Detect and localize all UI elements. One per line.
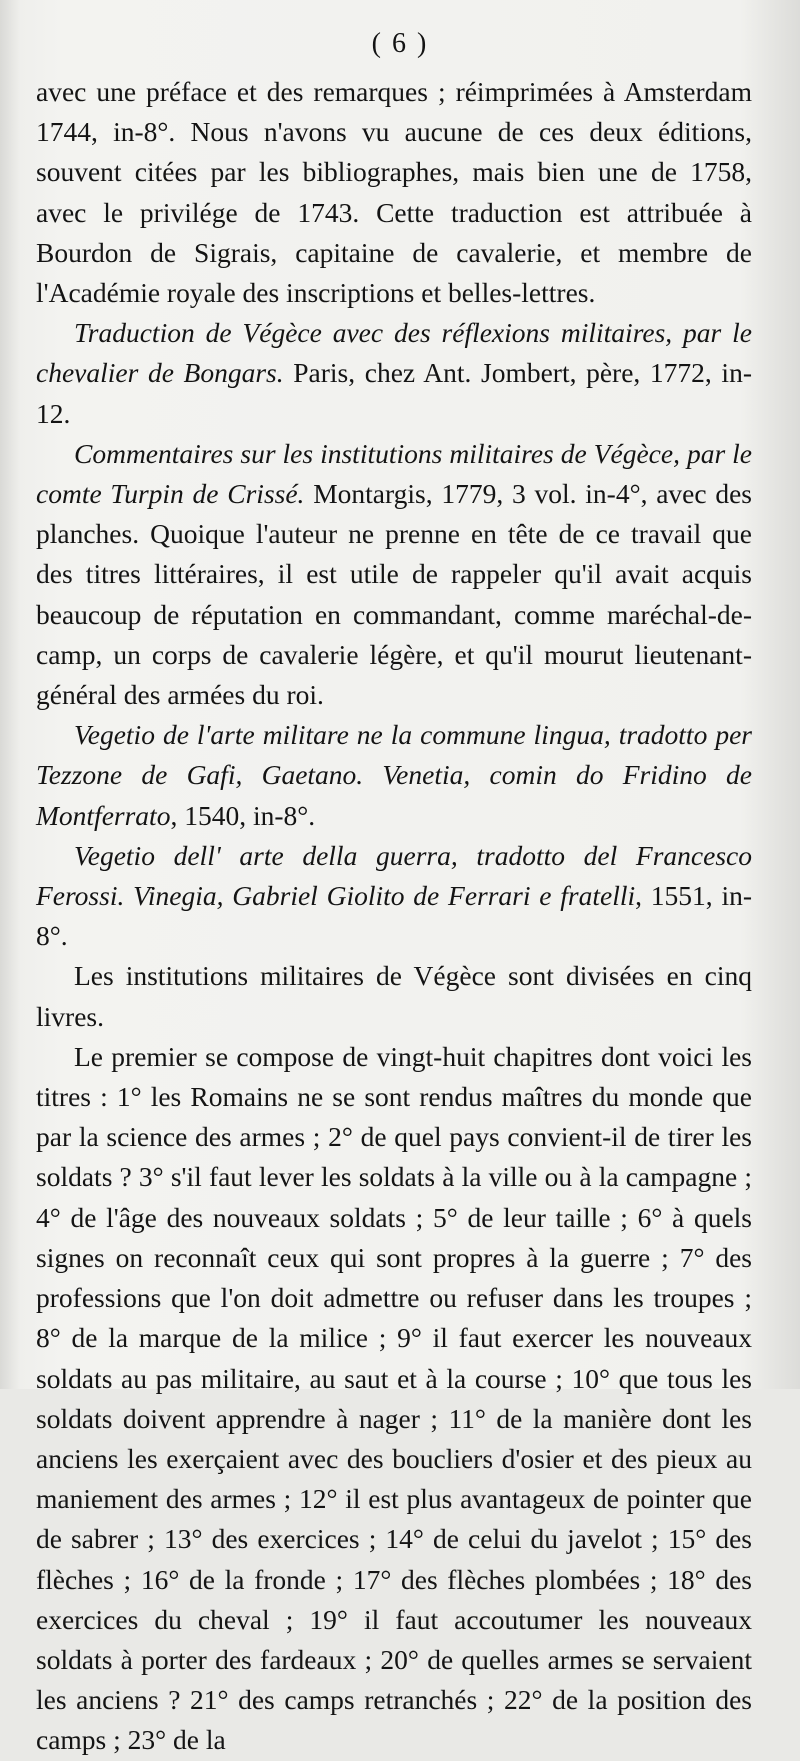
page-number: ( 6 ) (371, 28, 429, 59)
paragraph (36, 715, 752, 836)
text-run: Paris, chez Ant. Jombert, père, 1772, in-12. (36, 357, 752, 429)
text-run: Le premier se compose de vingt-huit chapitres dont voici les titres : 1° les Romains ne se sont rendus maîtres du monde que par la science des armes ; 2° de quel pays convient-il de tirer les soldats ? 3° s'il faut lever les soldats à la ville ou à la campagne ; 4° de l'âge des nouveaux soldats ; 5° de leur taille ; 6° à quels signes on reconnaît ceux qui sont propres à la guerre ; 7° des professions que l'on doit admettre ou refuser dans les troupes ; 8° de la marque de la milice ; 9° il faut exercer les nouveaux soldats au pas militaire, au saut et à la course ; 10° que tous les soldats doivent apprendre à nager ; 11° de la manière dont les anciens les exerçaient avec des boucliers d'osier et des pieux au maniement des armes ; 12° il est plus avantageux de pointer que de sabrer ; 13° des exercices ; 14° de celui du javelot ; 15° des flèches ; 16° de la fronde ; 17° des flèches plombées ; 18° des exercices du cheval ; 19° il faut accoutumer les nouveaux soldats à porter des fardeaux ; 20° de quelles armes se servaient les anciens ? 21° des camps retranchés ; 22° de la position des camps ; 23° de la (36, 1040, 752, 1756)
paragraph (36, 836, 752, 957)
paragraph (36, 956, 752, 1036)
text-run: , 1551, in-8°. (36, 880, 752, 952)
body-text (36, 72, 752, 1761)
italic-title: Vegetio dell' arte della guerra, tradotto del Francesco Ferossi. Vinegia, Gabriel Giolito de Ferrari e fratelli (36, 839, 752, 912)
paragraph (36, 1037, 752, 1761)
paragraph (36, 434, 752, 715)
text-run: Les institutions militaires de Végèce sont divisées en cinq livres. (36, 960, 752, 1032)
text-run: , 1540, in-8°. (170, 799, 316, 831)
text-run: avec une préface et des remarques ; réimprimées à Amsterdam 1744, in-8°. Nous n'avons vu aucune de ces deux éditions, souvent citées par les bibliographes, mais bien une de 1758, avec le privilége de 1743. Cette traduction est attribuée à Bourdon de Sigrais, capitaine de cavalerie, et membre de l'Académie royale des inscriptions et belles-lettres. (36, 76, 752, 309)
paragraph (36, 313, 752, 434)
italic-title: Vegetio de l'arte militare ne la commune lingua, tradotto per Tezzone de Gafi, Gaetano. Venetia, comin do Fridino de Montferrato (36, 719, 752, 831)
italic-title: Commentaires sur les institutions militaires de Végèce, par le comte Turpin de Crissé. (36, 437, 752, 510)
italic-title: Traduction de Végèce avec des réflexions militaires, par le chevalier de Bongars. (36, 317, 752, 389)
paragraph (36, 72, 752, 313)
text-run: Montargis, 1779, 3 vol. in-4°, avec des planches. Quoique l'auteur ne prenne en tête de ce travail que des titres littéraires, il est utile de rappeler qu'il avait acquis beaucoup de réputation en commandant, comme maréchal-de-camp, un corps de cavalerie légère, et qu'il mourut lieutenant-général des armées du roi. (36, 478, 753, 711)
